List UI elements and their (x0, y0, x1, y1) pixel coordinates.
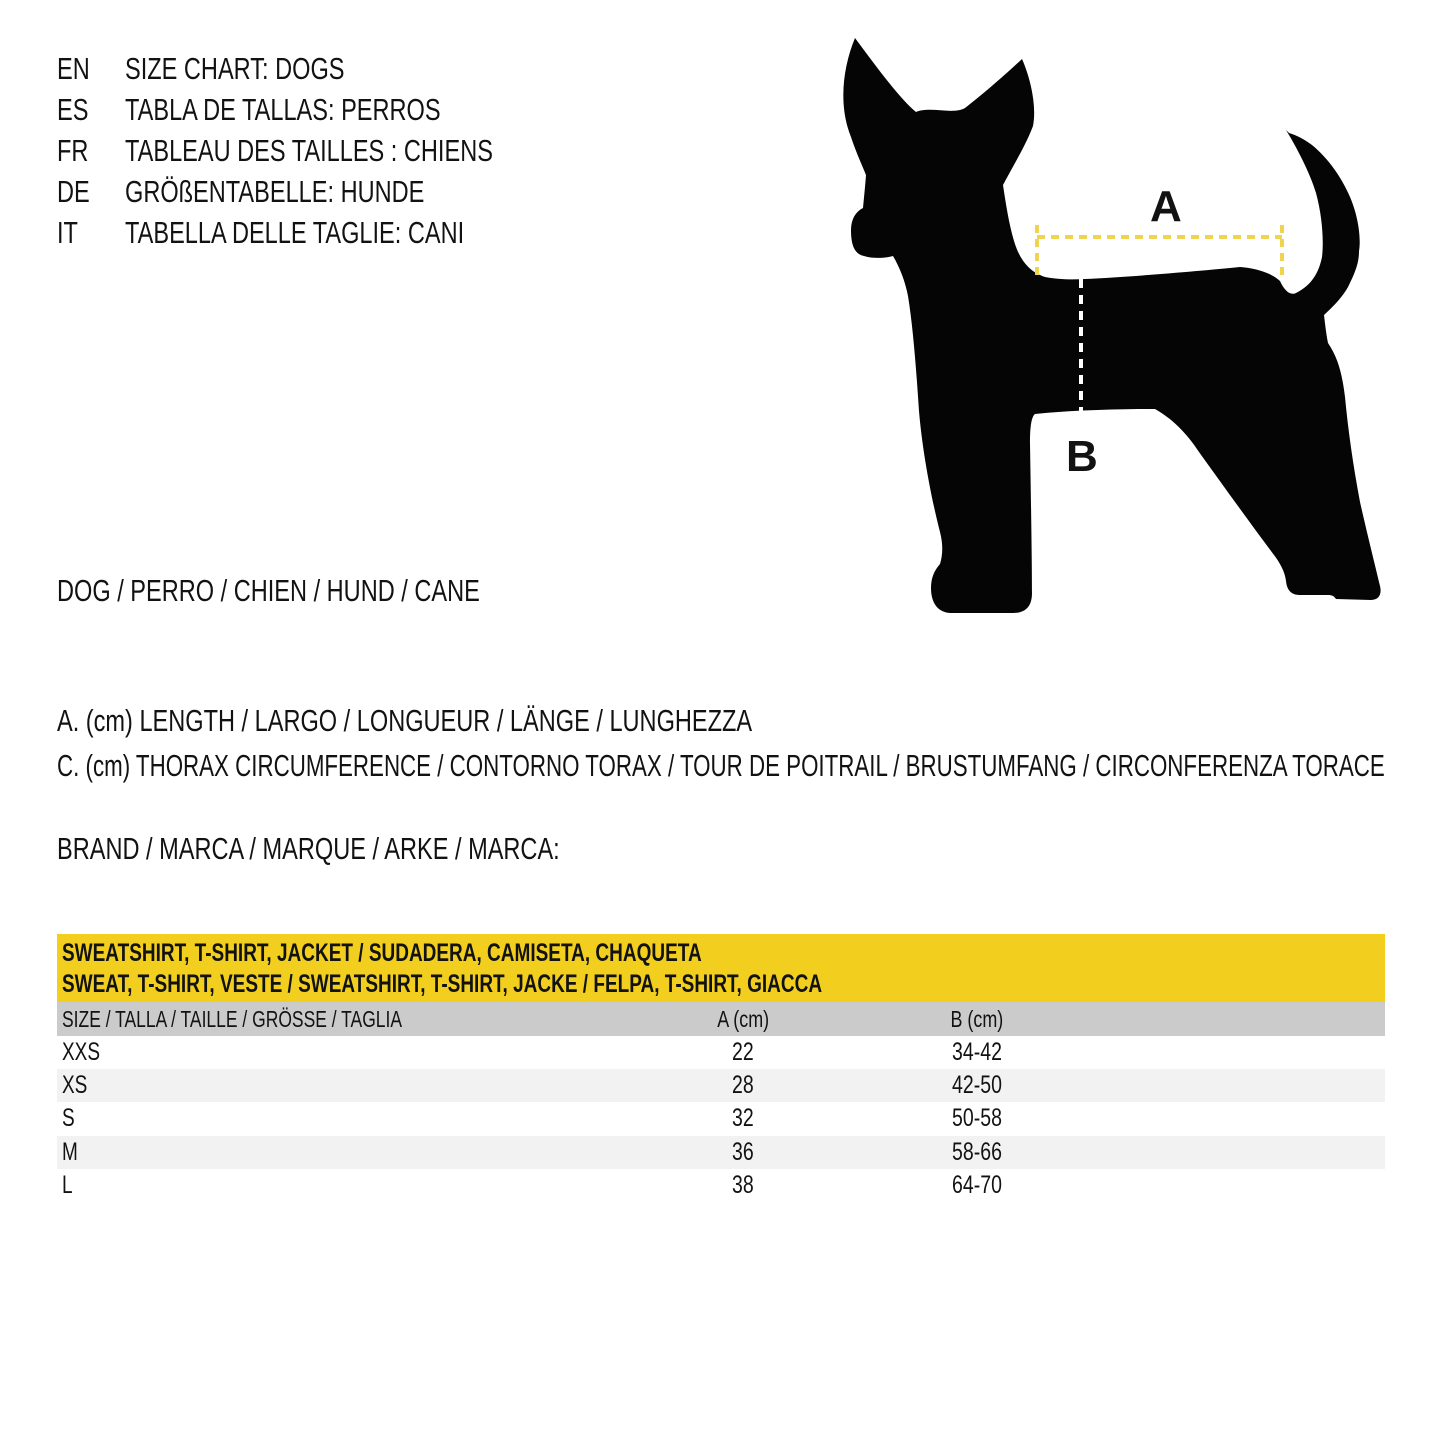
language-code: ES (57, 92, 89, 127)
dog-body-shape (843, 38, 1380, 613)
table-row (57, 1102, 1385, 1135)
table-title (57, 934, 1385, 1002)
language-list (57, 48, 609, 253)
language-title: TABLEAU DES TAILLES : CHIENS (125, 133, 493, 168)
size-cell: XS (62, 1071, 88, 1100)
language-code: DE (57, 174, 90, 209)
language-row (57, 212, 609, 253)
a-cell: 22 (732, 1038, 754, 1066)
b-cell: 64-70 (952, 1170, 1002, 1199)
column-header-size: SIZE / TALLA / TAILLE / GRÖSSE / TAGLIA (62, 1006, 403, 1032)
size-cell: XXS (62, 1038, 101, 1066)
table-row (57, 1136, 1385, 1169)
size-cell: M (62, 1137, 78, 1166)
language-row (57, 130, 609, 171)
language-title: GRÖßENTABELLE: HUNDE (125, 174, 425, 209)
measurement-note-a: A. (cm) LENGTH / LARGO / LONGUEUR / LÄNGE / LUNGHEZZA (57, 703, 753, 738)
marker-a-label: A (1150, 182, 1182, 231)
language-code: IT (57, 215, 78, 250)
dog-silhouette (830, 25, 1410, 625)
a-cell: 28 (732, 1071, 754, 1100)
column-header-a: A (cm) (717, 1006, 769, 1032)
size-cell: S (62, 1104, 75, 1133)
column-header-b: B (cm) (950, 1006, 1004, 1032)
table-row (57, 1169, 1385, 1202)
table-title-line2: SWEAT, T-SHIRT, VESTE / SWEATSHIRT, T-SHIRT, JACKE / FELPA, T-SHIRT, GIACCA (62, 970, 823, 998)
table-title-line1: SWEATSHIRT, T-SHIRT, JACKET / SUDADERA, CAMISETA, CHAQUETA (62, 939, 702, 967)
language-title: TABELLA DELLE TAGLIE: CANI (125, 215, 465, 250)
size-cell: L (62, 1170, 73, 1199)
language-row (57, 48, 609, 89)
language-code: EN (57, 51, 90, 86)
language-title: SIZE CHART: DOGS (125, 51, 345, 86)
size-table (57, 934, 1385, 1202)
language-row (57, 89, 609, 130)
language-row (57, 171, 609, 212)
brand-label: BRAND / MARCA / MARQUE / ARKE / MARCA: (57, 831, 560, 866)
b-cell: 50-58 (952, 1104, 1002, 1133)
measurement-note-c: C. (cm) THORAX CIRCUMFERENCE / CONTORNO TORAX / TOUR DE POITRAIL / BRUSTUMFANG / CIRCONFERENZA TORACE (57, 748, 1385, 783)
table-row (57, 1036, 1385, 1069)
marker-b-label: B (1066, 432, 1098, 481)
figure-caption: DOG / PERRO / CHIEN / HUND / CANE (57, 573, 480, 608)
a-cell: 38 (732, 1170, 754, 1199)
dog-measurement-figure (830, 25, 1410, 625)
b-cell: 34-42 (952, 1038, 1002, 1066)
table-header-row (57, 1002, 1385, 1036)
b-cell: 58-66 (952, 1137, 1002, 1166)
table-row (57, 1069, 1385, 1102)
b-cell: 42-50 (952, 1071, 1002, 1100)
a-cell: 36 (732, 1137, 754, 1166)
a-cell: 32 (732, 1104, 754, 1133)
language-title: TABLA DE TALLAS: PERROS (125, 92, 441, 127)
language-code: FR (57, 133, 89, 168)
